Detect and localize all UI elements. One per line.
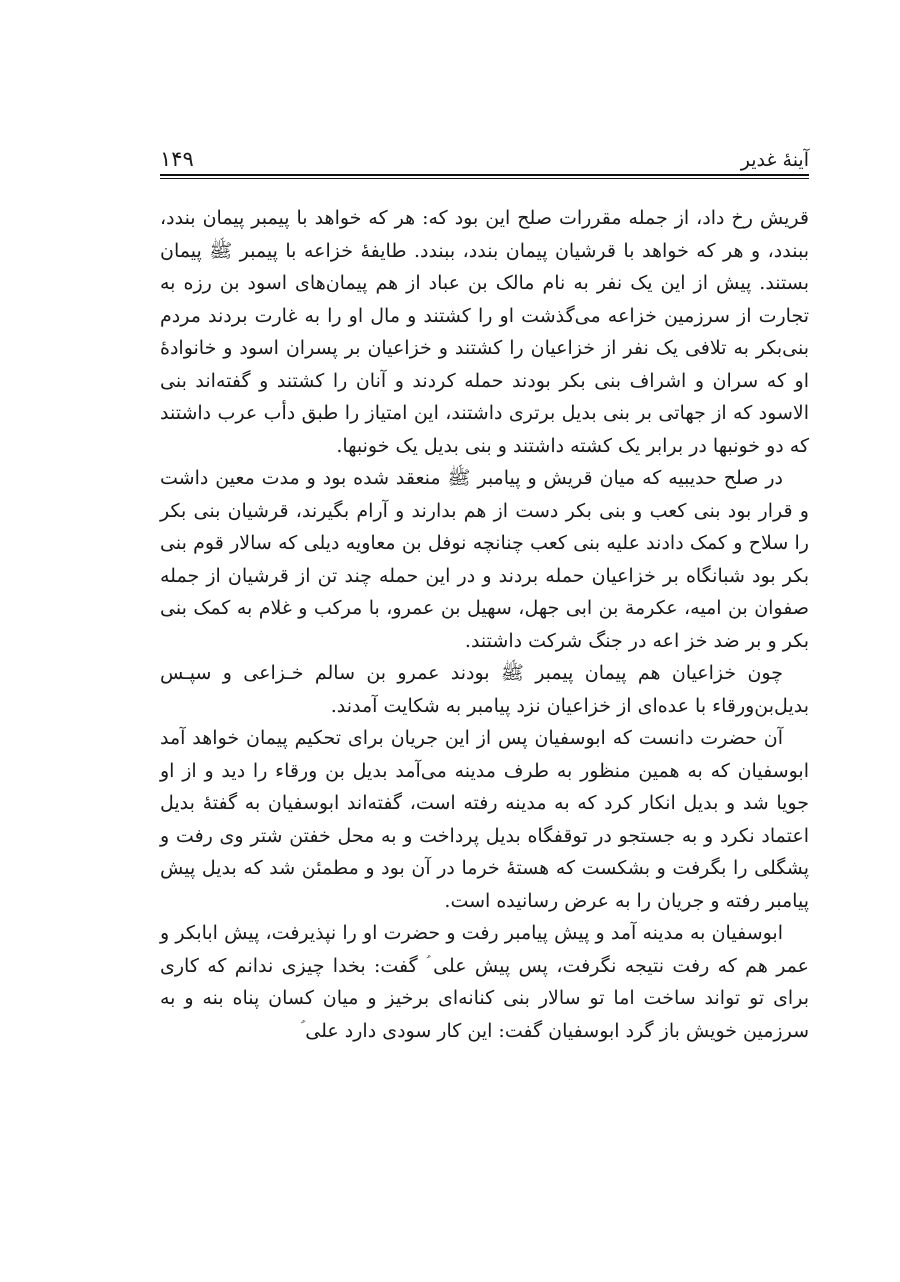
header-rule-thin <box>160 178 809 179</box>
paragraph-2: در صلح حدیبیه که میان قریش و پیامبر ﷺ منعقد شده بود و مدت معین داشت و قرار بود بنی کعب و بنی بکر دست از هم بدارند و آرام بگیرند، قرشیان بنی بکر را سلاح و کمک دادند علیه بنی کعب چنانچه نوفل بن معاویه دیلی که سالار قوم بنی بکر بود شبانگاه بر خزاعیان حمله بردند و در این حمله چند تن از قرشیان از جمله صفوان بن امیه، عکرمة بن ابی جهل، سهیل بن عمرو، با مرکب و غلام به کمک بنی بکر و بر ضد خز اعه در جنگ شرکت داشتند. <box>160 467 809 652</box>
paragraph-1: قریش رخ داد، از جمله مقررات صلح این بود که: هر که خواهد با پیمبر پیمان بندد، ببندد، و هر که خواهد با قرشیان پیمان بندد، ببندد. طایفهٔ خزاعه با پیمبر ﷺ پیمان بستند. پیش از این یک نفر به نام مالک بن عباد از هم پیمان‌های اسود بن رزه به تجارت از سرزمین خزاعه می‌گذشت او را کشتند و مال او را به غارت بردند مردم بنی‌بکر به تلافی یک نفر از خزاعیان را کشتند و خزاعیان بر پسران اسود و خانوادهٔ او که سران و اشراف بنی بکر بودند حمله کردند و آنان را کشتند و گفته‌اند بنی الاسود که از جهاتی بر بنی بدیل برتری داشتند، این امتیاز را طبق دأب عرب داشتند که دو خونبها در برابر یک کشته داشتند و بنی بدیل یک خونبها. <box>160 207 809 457</box>
page-header <box>160 140 809 180</box>
running-title: آینهٔ غدیر <box>740 149 809 171</box>
paragraph-4: آن حضرت دانست که ابوسفیان پس از این جریان برای تحکیم پیمان خواهد آمد ابوسفیان که به همین منظور به طرف مدینه می‌آمد بدیل بن ورقاء را دید و از او جویا شد و بدیل انکار کرد که به مدینه رفته است، گفته‌اند ابوسفیان به گفتهٔ بدیل اعتماد نکرد و به جستجو در توقفگاه بدیل پرداخت و به محل خفتن شتر وی رفت و پشگلی را بگرفت و بشکست که هستهٔ خرما در آن بود و مطمئن شد که بدیل پیش پیامبر رفته و جریان را به عرض رسانیده است. <box>160 727 809 912</box>
body-text <box>160 202 809 1047</box>
paragraph-5: ابوسفیان به مدینه آمد و پیش پیامبر رفت و حضرت او را نپذیرفت، پیش ابابکر و عمر هم که رفت نتیجه نگرفت، پس پیش علی ؑ گفت: بخدا چیزی ندانم که کاری برای تو تواند ساخت اما تو سالار بنی کنانه‌ای برخیز و میان کسان پناه بنه و به سرزمین خویش باز گرد ابوسفیان گفت: این کار سودی دارد علی ؑ <box>160 922 809 1042</box>
page-number: ۱۴۹ <box>160 147 194 171</box>
paragraph-3: چون خزاعیان هم پیمان پیمبر ﷺ بودند عمرو بن سالم خـزاعی و سپـس بدیل‌بن‌ورقاء با عده‌ای از خزاعیان نزد پیامبر به شکایت آمدند. <box>160 662 809 717</box>
header-rule <box>160 174 809 176</box>
